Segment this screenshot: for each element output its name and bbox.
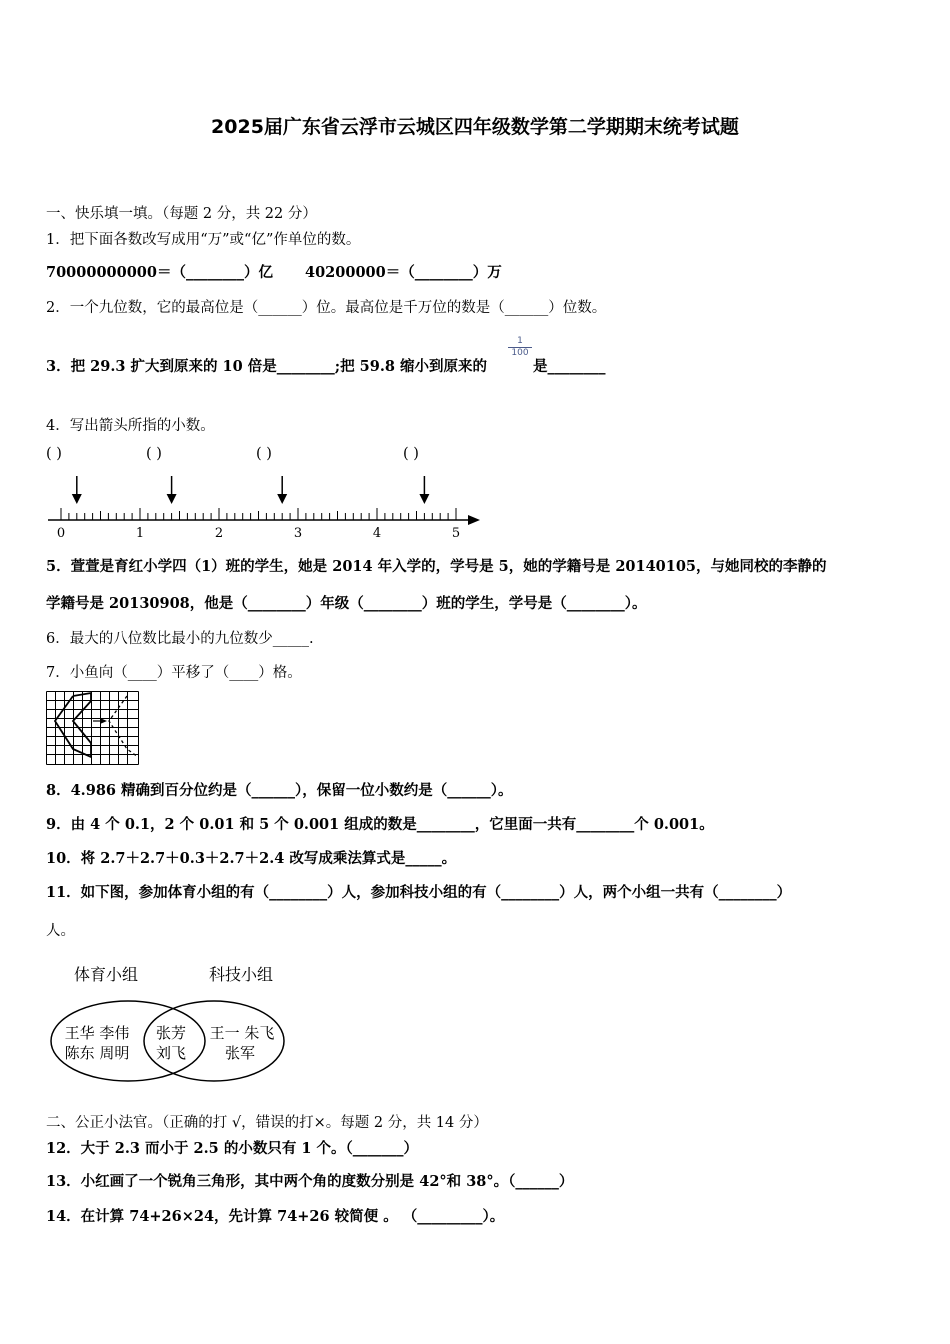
number-line-tick-label: 4	[372, 526, 382, 541]
question-1b: 40200000＝（________）万	[305, 264, 502, 281]
venn-left-label: 体育小组	[73, 965, 139, 984]
answer-blank-1: ( )	[46, 446, 62, 462]
section1-header: 一、快乐填一填。（每题 2 分，共 22 分）	[46, 206, 317, 222]
question-11-line1: 11．如下图，参加体育小组的有（________）人，参加科技小组的有（________）人，两个小组一共有（________）	[46, 884, 792, 901]
question-5-line2: 学籍号是 20130908，他是（________）年级（________）班的学生，学号是（________）。	[46, 595, 647, 612]
question-11-line2: 人。	[46, 923, 75, 939]
number-line-tick-label: 5	[451, 526, 461, 541]
answer-blank-2: ( )	[146, 446, 162, 462]
page-title: 2025届广东省云浮市云城区四年级数学第二学期期末统考试题	[211, 116, 739, 138]
fish-grid-figure	[46, 691, 142, 767]
question-3-part2: 是________	[533, 358, 606, 375]
pointer-arrow-head	[167, 494, 177, 504]
answer-blank-4: ( )	[403, 446, 419, 462]
question-12: 12．大于 2.3 而小于 2.5 的小数只有 1 个。（_______）	[46, 1140, 419, 1157]
question-6: 6．最大的八位数比最小的九位数少_____.	[46, 631, 314, 647]
venn-right-row2: 张军	[224, 1044, 256, 1062]
venn-both-row2: 刘飞	[155, 1044, 187, 1062]
number-line-tick-label: 2	[214, 526, 224, 541]
question-5-line1: 5．萱萱是育红小学四（1）班的学生，她是 2014 年入学的，学号是 5，她的学籍号是 20140105，与她同校的李静的	[46, 558, 827, 575]
fraction-numerator: 1	[508, 336, 532, 348]
pointer-arrow-head	[72, 494, 82, 504]
question-1: 1．把下面各数改写成用“万”或“亿”作单位的数。	[46, 232, 361, 248]
question-3-part1: 3．把 29.3 扩大到原来的 10 倍是________;把 59.8 缩小到原来的	[46, 358, 488, 375]
fraction-denominator: 100	[511, 348, 529, 358]
question-9: 9．由 4 个 0.1，2 个 0.01 和 5 个 0.001 组成的数是________，它里面一共有________个 0.001。	[46, 816, 714, 833]
number-line-tick-label: 3	[293, 526, 303, 541]
fraction-one-hundredth	[508, 336, 532, 358]
number-line	[40, 470, 490, 545]
venn-left-row1: 王华 李伟	[64, 1024, 130, 1042]
question-4: 4．写出箭头所指的小数。	[46, 418, 215, 434]
question-8: 8．4.986 精确到百分位约是（______），保留一位小数约是（______）。	[46, 782, 513, 799]
question-2: 2．一个九位数，它的最高位是（______）位。最高位是千万位的数是（______）位数。	[46, 300, 607, 316]
venn-right-row1: 王一 朱飞	[209, 1024, 275, 1042]
question-14: 14．在计算 74+26×24，先计算 74+26 较简便 。 （_________）。	[46, 1208, 505, 1225]
section2-header: 二、公正小法官。（正确的打 √，错误的打×。每题 2 分，共 14 分）	[46, 1115, 488, 1131]
venn-right-label: 科技小组	[208, 965, 274, 984]
question-13: 13．小红画了一个锐角三角形，其中两个角的度数分别是 42°和 38°。（______）	[46, 1173, 574, 1190]
pointer-arrow-head	[277, 494, 287, 504]
fish-moved-shape	[109, 696, 138, 757]
question-1a: 70000000000＝（________）亿	[46, 264, 273, 281]
number-line-tick-label: 0	[56, 526, 66, 541]
pointer-arrow-head	[419, 494, 429, 504]
number-line-tick-label: 1	[135, 526, 145, 541]
question-10: 10．将 2.7＋2.7＋0.3＋2.7＋2.4 改写成乘法算式是_____。	[46, 850, 457, 867]
question-7: 7．小鱼向（____）平移了（____）格。	[46, 665, 302, 681]
number-line-arrowhead	[468, 515, 480, 525]
venn-left-row2: 陈东 周明	[64, 1044, 130, 1062]
venn-both-row1: 张芳	[155, 1024, 187, 1042]
answer-blank-3: ( )	[256, 446, 272, 462]
venn-diagram	[46, 958, 296, 1088]
